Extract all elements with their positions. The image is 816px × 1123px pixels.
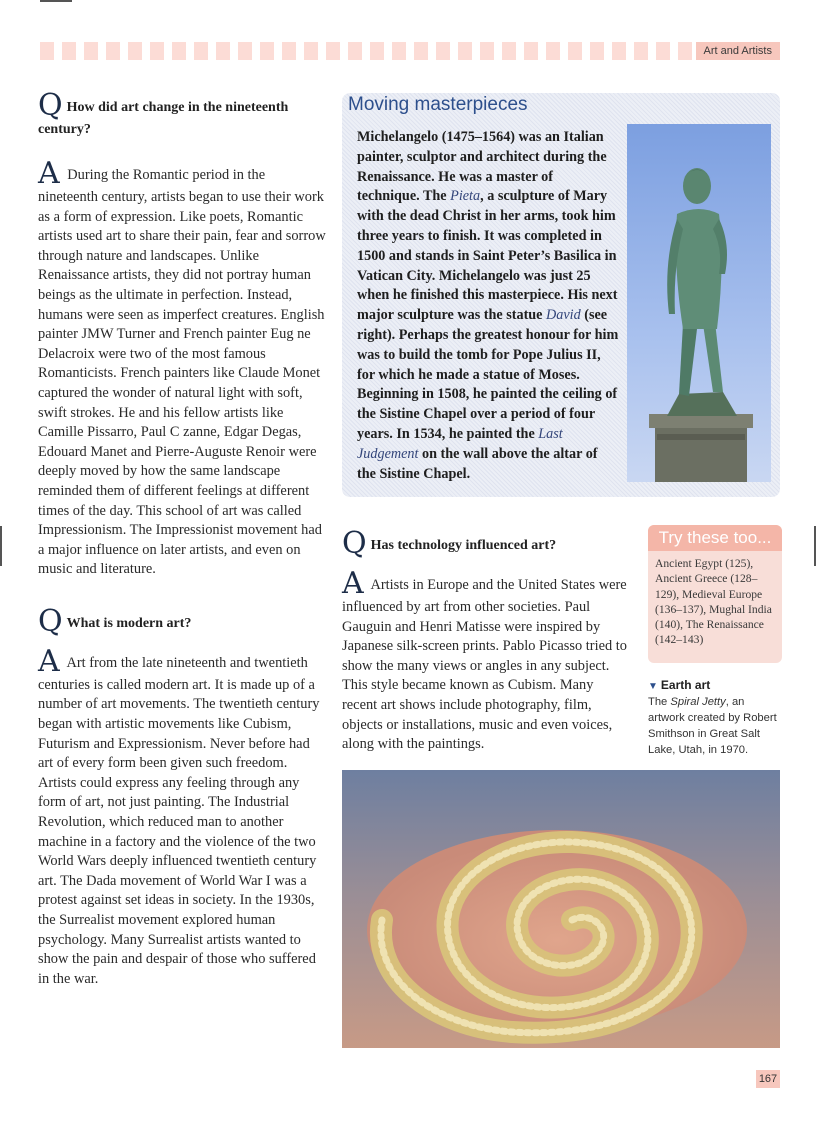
- page-number: 167: [756, 1070, 780, 1088]
- mid-column: [342, 526, 632, 755]
- caption-heading-text: Earth art: [660, 678, 711, 692]
- a-letter: A: [38, 643, 60, 679]
- caption-text-part: , an artwork created by Robert Smithson in Great Salt Lake, Utah, in 1970.: [648, 696, 777, 756]
- caption-emphasis: Spiral Jetty: [670, 696, 726, 708]
- question-text: What is modern art?: [66, 615, 192, 631]
- caption-heading: [648, 678, 710, 692]
- question-text: Has technology influenced art?: [370, 538, 557, 553]
- feature-text-part: , a sculpture of Mary with the dead Christ in her arms, took him three years to finish. It was completed in 1500 and stands in Saint Peter’s Basilica in Vatican City. Michelangelo was just 25 when he finished this masterpiece. His next major sculpture was the statue: [357, 188, 618, 324]
- feature-text-part: Michelangelo (1475–1564) was an Italian painter, sculptor and architect during the Renaissance. He was a master of technique. The: [357, 129, 607, 205]
- feature-emphasis: Pieta: [450, 188, 481, 205]
- q-letter: Q: [38, 88, 63, 123]
- a-letter: A: [342, 566, 364, 601]
- answer-text: Artists in Europe and the United States were influenced by art from other societies. Paul Gauguin and Henri Matisse were inspired by Japanese silk-screen prints. Pablo Picasso tried to show the many views or angles in any subject. This style became known as Cubism. Many recent art shows include photography, film, objects or installations, music and even voices, along with the paintings.: [342, 577, 627, 753]
- answer-text: Art from the late nineteenth and twentieth centuries is called modern art. It is made up of a number of art movements. The twentieth century began with artistic movements like Cubism, Futurism and Expressionism. Never before had art of every form been given such freedom. Artists could express any feeling through any form of art, not just painting. The Industrial Revolution, which reduced man to another machine in a factory and the violence of the two World Wars deeply influenced twentieth century art. The Dada movement of World War I was a protest against set ideas in society. In the 1930s, the Surrealist movement explored human psychology. Many Surrealist artists wanted to show the pain and despair of those who suffered in the war.: [38, 654, 320, 987]
- answer: [342, 566, 632, 755]
- david-statue-image: [627, 124, 771, 482]
- caption-arrow-icon: ▼: [648, 681, 658, 692]
- q-letter: Q: [38, 603, 63, 639]
- spiral-jetty-image: [342, 770, 780, 1048]
- try-these-title: Try these too...: [648, 525, 782, 551]
- feature-emphasis: David: [546, 307, 581, 324]
- q-letter: Q: [342, 526, 367, 561]
- question-text: How did art change in the nineteenth century?: [38, 100, 289, 137]
- question: [38, 88, 328, 140]
- question: [342, 526, 632, 561]
- left-column: [38, 88, 328, 1017]
- feature-title: Moving masterpieces: [348, 94, 528, 115]
- feature-emphasis: Last Judgement: [357, 425, 563, 462]
- answer-text: During the Romantic period in the nineteenth century, artists began to use their work as a form of expression. Like poets, Romantic artists used art to share their pain, fear and sorrow through nature and landscapes. Unlike Renaissance artists, they did not portray human beings as the ultimate in perfection. Instead, humans were seen as imperfect creatures. English painter JMW Turner and French painter Eug ne Delacroix were two of the most famous Romanticists. French painters like Claude Monet captured the wonder of natural light with soft, swift strokes. He and his fellow artists like Camille Pissarro, Paul C zanne, Edgar Degas, Edouard Manet and Pierre-Auguste Renoir were deeply moved by how the same landscape reminded them of different feelings at different times of the day. This school of art was called Impressionism. The Impressionist movement had a major influence on later artists, and even on music and literature.: [38, 167, 326, 578]
- try-these-text: Ancient Egypt (125), Ancient Greece (128–129), Medieval Europe (136–137), Mughal India (140), The Renaissance (142–143): [655, 557, 772, 647]
- david-statue-photo: [627, 124, 771, 482]
- qa-block-nineteenth-century: [38, 88, 328, 580]
- a-letter: A: [38, 156, 60, 191]
- top-rule: [40, 0, 72, 2]
- feature-text-part: on the wall above the altar of the Sistine Chapel.: [357, 445, 598, 482]
- caption-text: [648, 694, 783, 758]
- answer: [38, 156, 328, 580]
- crop-mark-left: [0, 526, 2, 566]
- header-band: [40, 42, 780, 60]
- question: [38, 603, 328, 639]
- feature-text: [357, 128, 619, 484]
- caption-text-part: The: [648, 696, 671, 708]
- spiral-jetty-photo: [342, 770, 780, 1048]
- qa-block-modern-art: [38, 603, 328, 990]
- section-title: Art and Artists: [696, 42, 780, 60]
- answer: [38, 643, 328, 990]
- feature-text-part: (see right). Perhaps the greatest honour for him was to build the tomb for Pope Julius II, for which he made a statue of Moses. Beginning in 1508, he painted the ceiling of the Sistine Chapel over a period of four years. In 1534, he painted the: [357, 307, 619, 442]
